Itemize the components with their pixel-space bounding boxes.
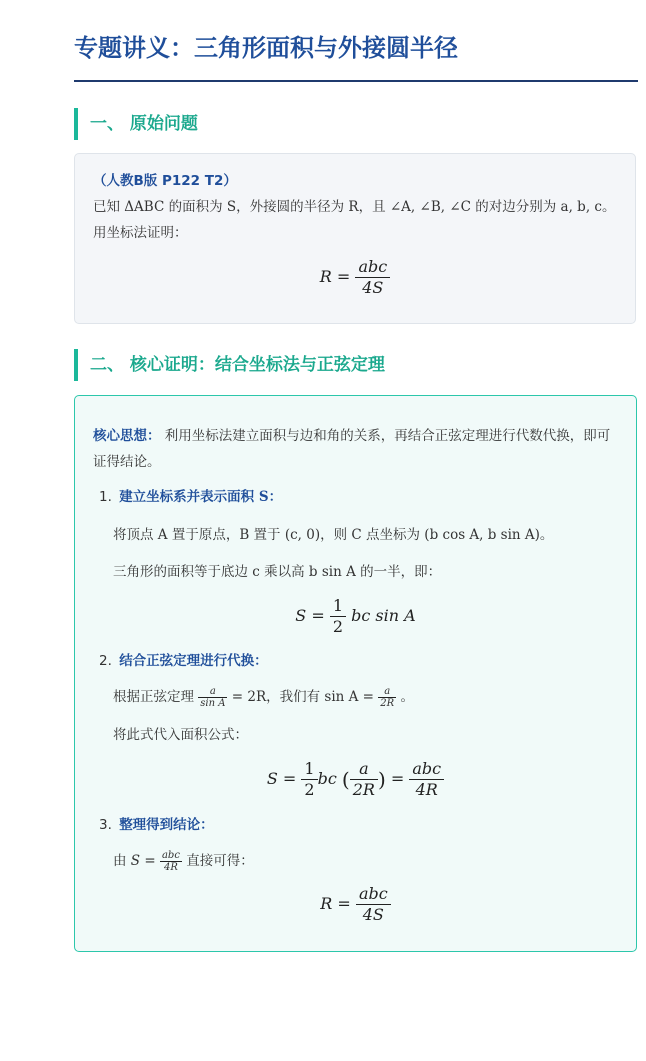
fraction-denominator: 4S: [362, 278, 384, 297]
lecture-page: [74, 0, 638, 924]
line-end: 直接可得：: [186, 853, 254, 869]
fraction-numerator: abc: [161, 850, 180, 861]
problem-text: 已知 ΔABC 的面积为 S，外接圆的半径为 R，且 ∠A, ∠B, ∠C 的对边分别为 a, b, c。用坐标法证明：: [93, 199, 616, 241]
formula-fraction: [330, 596, 346, 637]
step-3-formula: [75, 884, 636, 925]
problem-box: [74, 153, 636, 324]
core-idea-label: 核心思想：: [93, 428, 161, 444]
core-idea-text: 利用坐标法建立面积与边和角的关系，再结合正弦定理进行代数代换，即可证得结论。: [93, 428, 611, 470]
inline-fraction: [378, 686, 396, 709]
step-2-line-2: 将此式代入面积公式：: [113, 727, 248, 743]
fraction-denominator: sin A: [200, 698, 226, 709]
fraction-denominator: 2R: [380, 698, 395, 709]
problem-formula: [75, 257, 635, 298]
formula-fraction: [301, 759, 317, 800]
step-3-heading: [99, 813, 214, 837]
inline-fraction: [198, 686, 227, 709]
step-1-line-2: 三角形的面积等于底边 c 乘以高 b sin A 的一半，即：: [113, 564, 442, 580]
formula-lhs: S =: [266, 769, 297, 788]
step-1-formula: [75, 596, 636, 637]
formula-middle: bc: [317, 769, 337, 788]
proof-box: [74, 395, 637, 952]
left-paren: (: [341, 767, 350, 792]
step-title: 建立坐标系并表示面积 S：: [119, 489, 283, 505]
fraction-denominator: 4R: [163, 862, 178, 873]
step-1-line-1: 将顶点 A 置于原点，B 置于 (c, 0)，则 C 点坐标为 (b cos A, b sin A)。: [113, 527, 554, 543]
fraction-numerator: 1: [301, 759, 317, 780]
step-title: 整理得到结论：: [119, 817, 214, 833]
fraction-denominator: 4S: [362, 905, 384, 924]
formula-fraction: [355, 257, 390, 298]
right-paren: ): [377, 767, 386, 792]
step-number: 3.: [99, 817, 112, 833]
line-middle: = 2R，我们有 sin A =: [231, 689, 374, 705]
fraction-numerator: a: [378, 686, 396, 698]
formula-fraction: [409, 759, 444, 800]
fraction-numerator: abc: [355, 257, 390, 278]
line-lhs: S =: [130, 853, 156, 869]
line-prefix: 根据正弦定理: [113, 689, 194, 705]
step-2-heading: [99, 649, 268, 673]
page-title: 专题讲义：三角形面积与外接圆半径: [74, 0, 638, 82]
step-2-formula: [75, 759, 636, 800]
section-heading-problem: 一、 原始问题: [74, 108, 198, 140]
formula-equals: =: [390, 769, 405, 788]
fraction-numerator: 1: [330, 596, 346, 617]
fraction-numerator: abc: [409, 759, 444, 780]
fraction-numerator: a: [198, 686, 227, 698]
fraction-denominator: 4R: [415, 780, 438, 799]
formula-rhs: bc sin A: [351, 606, 416, 625]
step-2-line-1: [113, 685, 414, 709]
step-number: 2.: [99, 653, 112, 669]
formula-lhs: S =: [295, 606, 325, 625]
section-heading-proof: 二、 核心证明：结合坐标法与正弦定理: [74, 349, 385, 381]
fraction-denominator: 2: [304, 780, 315, 799]
step-3-line-1: [113, 849, 254, 873]
line-prefix: 由: [113, 853, 127, 869]
formula-lhs: R =: [320, 894, 351, 913]
step-title: 结合正弦定理进行代换：: [119, 653, 268, 669]
step-1-heading: [99, 485, 282, 509]
fraction-numerator: abc: [356, 884, 391, 905]
line-end: 。: [400, 689, 414, 705]
formula-lhs: R =: [319, 267, 351, 286]
problem-source: （人教B版 P122 T2）: [93, 173, 237, 189]
fraction-denominator: 2: [332, 617, 344, 636]
fraction-denominator: 2R: [352, 780, 375, 799]
formula-fraction: [350, 759, 378, 800]
fraction-numerator: a: [350, 759, 378, 780]
core-idea: [93, 423, 623, 475]
formula-fraction: [356, 884, 391, 925]
inline-fraction: [160, 850, 182, 873]
step-number: 1.: [99, 489, 112, 505]
